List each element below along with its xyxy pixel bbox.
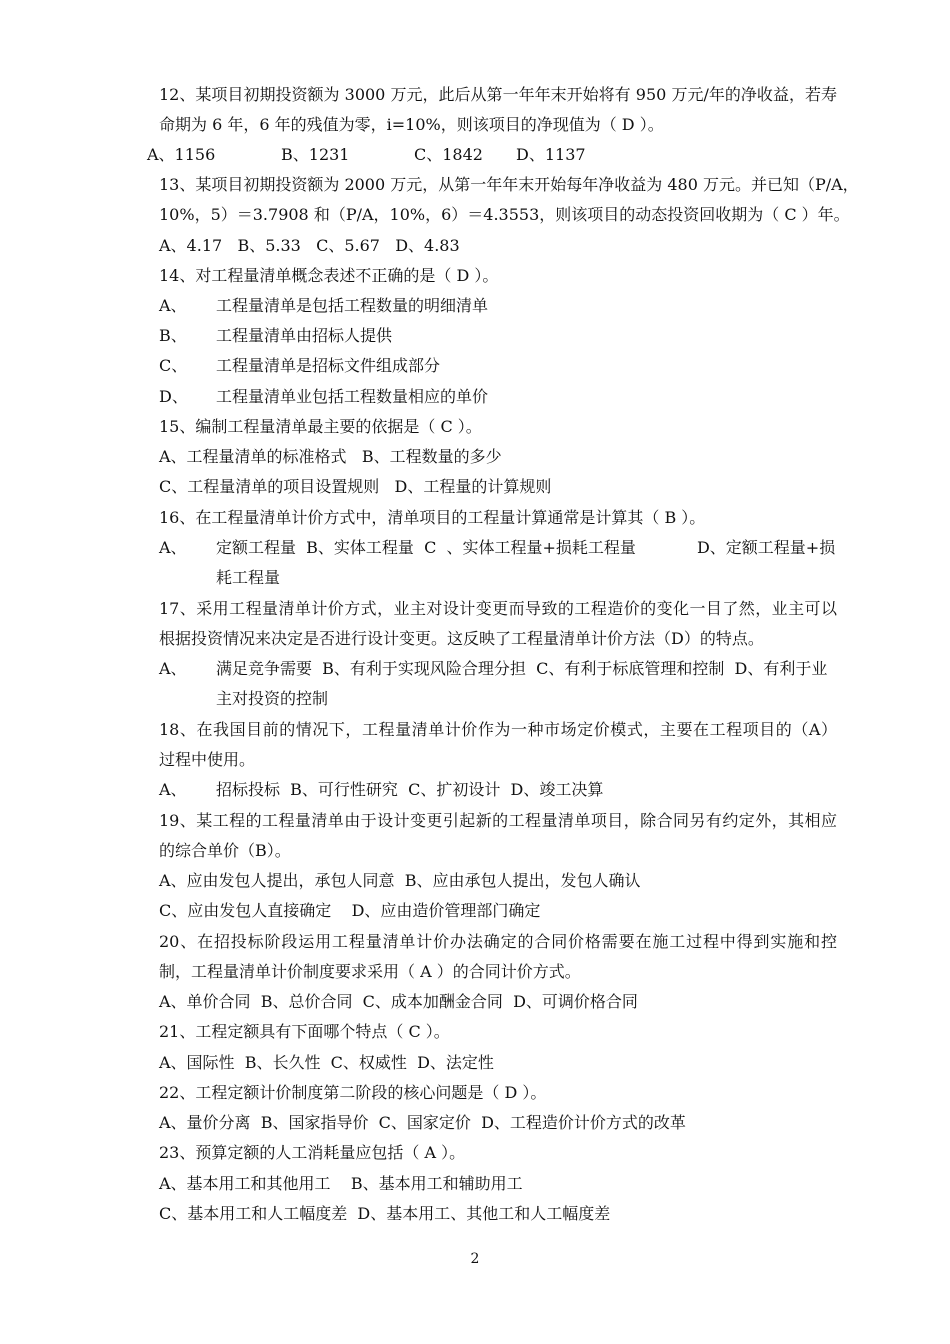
question-13-line-1: 13、某项目初期投资额为 2000 万元，从第一年年末开始每年净收益为 480 万元。并已知（P/A，	[159, 175, 859, 194]
question-17-label-a: A、	[159, 659, 187, 678]
question-13-options: A、4.17 B、5.33 C、5.67 D、4.83	[159, 236, 460, 255]
question-17-options-2: 主对投资的控制	[216, 689, 329, 708]
question-12-line-1: 12、某项目初期投资额为 3000 万元，此后从第一年年末开始将有 950 万元/年的净收益，若寿	[159, 85, 837, 104]
question-14-option-d: 工程量清单业包括工程数量相应的单价	[216, 387, 489, 406]
question-12-option-a: A、1156	[147, 145, 216, 164]
question-20-line-2: 制，工程量清单计价制度要求采用（ A ）的合同计价方式。	[159, 962, 581, 981]
question-23-options-2: C、基本用工和人工幅度差 D、基本用工、其他工和人工幅度差	[159, 1204, 611, 1223]
question-16-label-a: A、	[159, 538, 187, 557]
question-16-stem: 16、在工程量清单计价方式中，清单项目的工程量计算通常是计算其（ B ）。	[159, 508, 706, 527]
question-14-option-b: 工程量清单由招标人提供	[216, 326, 393, 345]
question-22-stem: 22、工程定额计价制度第二阶段的核心问题是（ D ）。	[159, 1083, 547, 1102]
question-15-stem: 15、编制工程量清单最主要的依据是（ C ）。	[159, 417, 482, 436]
question-12-option-c: C、1842	[414, 145, 483, 164]
question-16-options-2: 耗工程量	[216, 568, 281, 587]
question-14-option-c: 工程量清单是招标文件组成部分	[216, 356, 441, 375]
question-12-option-d: D、1137	[516, 145, 586, 164]
question-19-line-1: 19、某工程的工程量清单由于设计变更引起新的工程量清单项目，除合同另有约定外，其相应	[159, 811, 837, 830]
question-20-options: A、单价合同 B、总价合同 C、成本加酬金合同 D、可调价格合同	[159, 992, 638, 1011]
question-18-label-a: A、	[159, 780, 187, 799]
question-16-options-1: 定额工程量 B、实体工程量 C 、实体工程量+损耗工程量 D、定额工程量+损	[216, 538, 836, 557]
question-17-options-1: 满足竞争需要 B、有利于实现风险合理分担 C、有利于标底管理和控制 D、有利于业	[216, 659, 828, 678]
question-14-label-d: D、	[159, 387, 188, 406]
question-14-stem: 14、对工程量清单概念表述不正确的是（ D ）。	[159, 266, 499, 285]
question-18-line-2: 过程中使用。	[159, 750, 256, 769]
question-17-line-1: 17、采用工程量清单计价方式，业主对设计变更而导致的工程造价的变化一目了然，业主可以	[159, 599, 837, 618]
question-14-label-c: C、	[159, 356, 188, 375]
question-19-line-2: 的综合单价（B）。	[159, 841, 291, 860]
question-18-line-1: 18、在我国目前的情况下，工程量清单计价作为一种市场定价模式，主要在工程项目的（A）	[159, 720, 837, 739]
question-21-stem: 21、工程定额具有下面哪个特点（ C ）。	[159, 1022, 450, 1041]
question-23-options-1: A、基本用工和其他用工 B、基本用工和辅助用工	[159, 1174, 523, 1193]
question-21-options: A、国际性 B、长久性 C、权威性 D、法定性	[159, 1053, 494, 1072]
question-19-options-1: A、应由发包人提出，承包人同意 B、应由承包人提出，发包人确认	[159, 871, 641, 890]
question-14-label-b: B、	[159, 326, 187, 345]
question-12-option-b: B、1231	[281, 145, 350, 164]
question-23-stem: 23、预算定额的人工消耗量应包括（ A ）。	[159, 1143, 466, 1162]
question-14-label-a: A、	[159, 296, 187, 315]
question-18-options: 招标投标 B、可行性研究 C、扩初设计 D、竣工决算	[216, 780, 604, 799]
question-13-line-2: 10%，5）＝3.7908 和（P/A，10%，6）＝4.3553，则该项目的动态投资回收期为（ C ）年。	[159, 205, 850, 224]
question-12-line-2: 命期为 6 年，6 年的残值为零，i=10%，则该项目的净现值为（ D ）。	[159, 115, 664, 134]
question-17-line-2: 根据投资情况来决定是否进行设计变更。这反映了工程量清单计价方法（D）的特点。	[159, 629, 764, 648]
question-15-options-1: A、工程量清单的标准格式 B、工程数量的多少	[159, 447, 502, 466]
question-19-options-2: C、应由发包人直接确定 D、应由造价管理部门确定	[159, 901, 541, 920]
question-15-options-2: C、工程量清单的项目设置规则 D、工程量的计算规则	[159, 477, 552, 496]
question-14-option-a: 工程量清单是包括工程数量的明细清单	[216, 296, 489, 315]
question-22-options: A、量价分离 B、国家指导价 C、国家定价 D、工程造价计价方式的改革	[159, 1113, 686, 1132]
page-number: 2	[470, 1251, 480, 1267]
question-20-line-1: 20、在招投标阶段运用工程量清单计价办法确定的合同价格需要在施工过程中得到实施和控	[159, 932, 837, 951]
